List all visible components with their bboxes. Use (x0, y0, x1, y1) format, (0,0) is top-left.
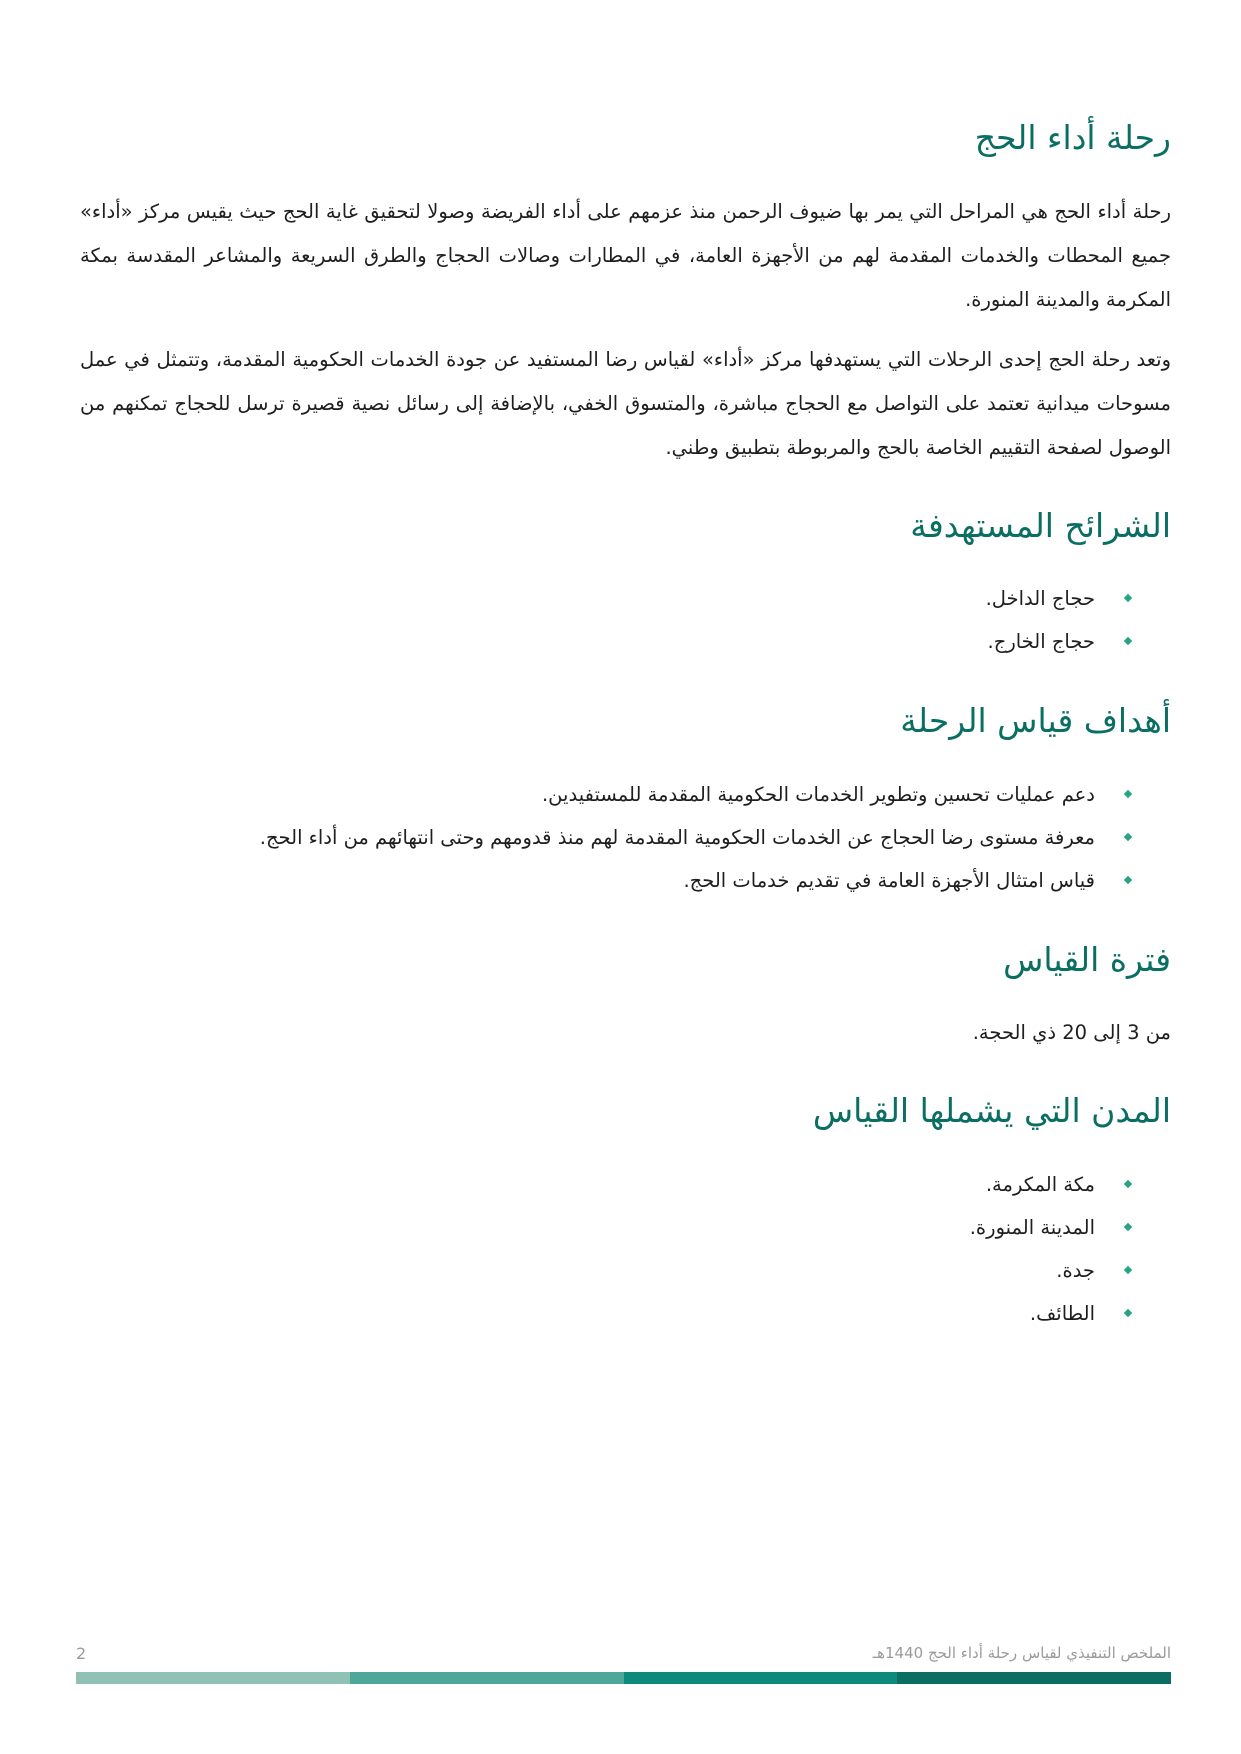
page-number: 2 (76, 1644, 87, 1663)
diamond-bullet-icon (1124, 1266, 1132, 1274)
section-title: أهداف قياس الرحلة (900, 701, 1171, 741)
page-content (80, 118, 1171, 1373)
diamond-bullet-icon (1124, 1309, 1132, 1317)
footer-text: الملخص التنفيذي لقياس رحلة أداء الحج 1440هـ (872, 1644, 1171, 1662)
footer-color-bar (76, 1672, 1171, 1684)
diamond-bullet-icon (1124, 833, 1132, 841)
diamond-bullet-icon (1124, 1223, 1132, 1231)
footer-bar-segment (624, 1672, 898, 1684)
list-item: دعم عمليات تحسين وتطوير الخدمات الحكومية المقدمة للمستفيدين. (80, 773, 1131, 816)
footer-bar-segment (76, 1672, 350, 1684)
section-paragraph: رحلة أداء الحج هي المراحل التي يمر بها ضيوف الرحمن منذ عزمهم على أداء الفريضة وصولا لتحقيق غاية الحج حيث يقيس مركز «أداء» جميع المحطات والخدمات المقدمة لهم من الأجهزة العامة، في المطارات وصالات الحجاج والطرق السريعة والمشاعر المقدسة بمكة المكرمة والمدينة المنورة. (80, 199, 1171, 311)
section-cities (80, 1091, 1171, 1335)
footer-bar-segment (897, 1672, 1171, 1684)
bullet-list (80, 773, 1171, 902)
list-item: جدة. (80, 1249, 1131, 1292)
section-target-segments (80, 506, 1171, 664)
section-title: فترة القياس (1003, 939, 1171, 979)
section-journey-goals (80, 701, 1171, 902)
section-title: الشرائح المستهدفة (910, 505, 1171, 545)
diamond-bullet-icon (1124, 876, 1132, 884)
diamond-bullet-icon (1124, 637, 1132, 645)
diamond-bullet-icon (1124, 594, 1132, 602)
bullet-list (80, 1163, 1171, 1335)
list-item: مكة المكرمة. (80, 1163, 1131, 1206)
section-hajj-journey (80, 118, 1171, 470)
section-paragraph: من 3 إلى 20 ذي الحجة. (972, 1021, 1171, 1045)
list-item: معرفة مستوى رضا الحجاج عن الخدمات الحكومية المقدمة لهم منذ قدومهم وحتى انتهائهم من أداء الحج. (80, 816, 1131, 859)
section-measurement-period (80, 940, 1171, 1056)
diamond-bullet-icon (1124, 1180, 1132, 1188)
diamond-bullet-icon (1124, 790, 1132, 798)
list-item: قياس امتثال الأجهزة العامة في تقديم خدمات الحج. (80, 859, 1131, 902)
section-title: المدن التي يشملها القياس (812, 1091, 1171, 1131)
list-item: المدينة المنورة. (80, 1206, 1131, 1249)
list-item: الطائف. (80, 1292, 1131, 1335)
list-item: حجاج الداخل. (80, 577, 1131, 620)
section-paragraph: وتعد رحلة الحج إحدى الرحلات التي يستهدفها مركز «أداء» لقياس رضا المستفيد عن جودة الخدمات الحكومية المقدمة، وتتمثل في عمل مسوحات ميدانية تعتمد على التواصل مع الحجاج مباشرة، والمتسوق الخفي، بالإضافة إلى رسائل نصية قصيرة ترسل للحجاج تمكنهم من الوصول لصفحة التقييم الخاصة بالحج والمربوطة بتطبيق وطني. (80, 347, 1171, 459)
section-title: رحلة أداء الحج (974, 118, 1171, 157)
footer-bar-segment (350, 1672, 624, 1684)
bullet-list (80, 577, 1171, 663)
list-item: حجاج الخارج. (80, 620, 1131, 663)
